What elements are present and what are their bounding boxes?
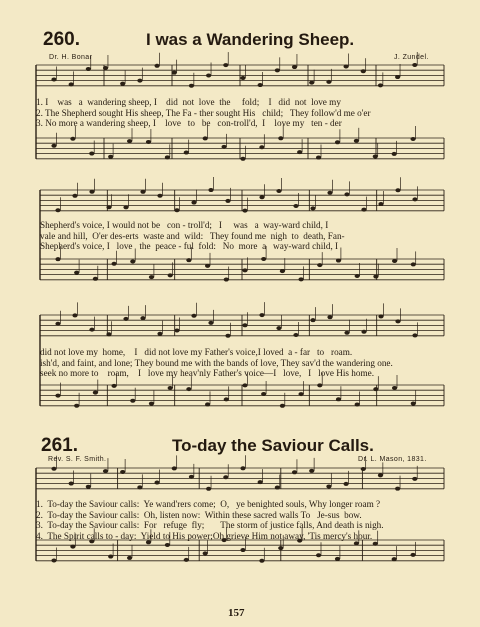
note-head [316, 553, 321, 557]
note-head [108, 555, 113, 559]
lyric-line: seek no more to roam, I love my heav'nly Father's voice—I love, I love His home. [40, 368, 374, 379]
note-head [123, 317, 128, 321]
note-head [51, 144, 56, 148]
lyric-line: Shepherd's voice, I would not be con - troll'd; I was a way-ward child, I [40, 220, 329, 230]
note-head [297, 150, 302, 154]
note-head [259, 559, 264, 563]
note-head [378, 83, 383, 87]
note-head [293, 204, 298, 208]
note-head [411, 553, 416, 557]
note-head [343, 65, 348, 69]
note-head [168, 386, 173, 390]
note-head [146, 140, 151, 144]
note-head [275, 68, 280, 72]
lyric-line: vale and hill, O'er des-erts waste and wild: They found me nigh to death, Fan- [40, 230, 345, 241]
note-head [258, 480, 263, 484]
note-head [205, 402, 210, 406]
note-head [344, 331, 349, 335]
note-head [120, 82, 125, 86]
note-head [74, 271, 79, 275]
note-head [157, 194, 162, 198]
music-credit: Dr. L. Mason, 1831. [358, 456, 427, 463]
note-head [189, 475, 194, 479]
note-head [261, 392, 266, 396]
note-head [149, 402, 154, 406]
note-head [74, 404, 79, 408]
note-head [69, 482, 74, 486]
note-head [224, 278, 229, 282]
note-head [344, 192, 349, 196]
note-head [203, 136, 208, 140]
note-head [106, 332, 111, 336]
note-head [276, 189, 281, 193]
note-head [242, 268, 247, 272]
lyrics-block [40, 220, 345, 252]
note-head [168, 273, 173, 277]
note-head [140, 190, 145, 194]
note-head [127, 556, 132, 560]
note-head [186, 387, 191, 391]
note-head [157, 332, 162, 336]
lyrics-block [36, 97, 371, 129]
note-head [55, 257, 60, 261]
note-head [89, 190, 94, 194]
note-head [203, 551, 208, 555]
note-head [335, 557, 340, 561]
lyric-line: 4. The Spirit calls to - day: Yield to His power;Oh,grieve Him not away, 'Tis mercy's hour. [36, 530, 373, 541]
note-head [326, 484, 331, 488]
note-head [174, 208, 179, 212]
note-head [130, 399, 135, 403]
note-head [412, 197, 417, 201]
words-credit: Rev. S. F. Smith. [48, 456, 107, 463]
note-head [189, 84, 194, 88]
note-head [354, 139, 359, 143]
note-head [137, 485, 142, 489]
note-head [278, 546, 283, 550]
note-head [336, 397, 341, 401]
note-head [242, 209, 247, 213]
note-head [327, 191, 332, 195]
note-head [278, 136, 283, 140]
lyric-line: 1. To-day the Saviour calls: Ye wand'rers come; O, ye benighted souls, Why longer roam ? [36, 499, 381, 509]
note-head [184, 558, 189, 562]
note-head [224, 397, 229, 401]
note-head [395, 319, 400, 323]
note-head [343, 482, 348, 486]
note-head [72, 194, 77, 198]
note-head [373, 387, 378, 391]
note-head [93, 391, 98, 395]
note-head [392, 259, 397, 263]
note-head [316, 156, 321, 160]
note-head [165, 155, 170, 159]
note-head [51, 467, 56, 471]
note-head [412, 63, 417, 67]
note-head [108, 155, 113, 159]
lyrics-block [36, 499, 384, 541]
note-head [55, 322, 60, 326]
note-head [310, 206, 315, 210]
note-head [106, 205, 111, 209]
note-head [378, 473, 383, 477]
note-head [222, 145, 227, 149]
note-head [354, 541, 359, 545]
note-head [412, 477, 417, 481]
note-head [242, 323, 247, 327]
note-head [292, 65, 297, 69]
note-head [70, 545, 75, 549]
note-head [140, 316, 145, 320]
note-head [292, 470, 297, 474]
note-head [378, 202, 383, 206]
note-head [55, 208, 60, 212]
note-head [317, 263, 322, 267]
lyric-line: ish'd, and faint, and lone; They bound me with the bands of love, They sav'd the wandering one. [40, 357, 393, 368]
note-head [309, 469, 314, 473]
lyric-line: 3. No more a wandering sheep, I love to be con-troll'd, I love my ten - der [36, 118, 342, 129]
note-head [51, 558, 56, 562]
lyrics-block [40, 347, 393, 379]
note-head [275, 486, 280, 490]
note-head [191, 314, 196, 318]
note-head [240, 76, 245, 80]
note-head [326, 80, 331, 84]
note-head [86, 485, 91, 489]
note-head [392, 386, 397, 390]
note-head [120, 470, 125, 474]
note-head [395, 188, 400, 192]
note-head [112, 262, 117, 266]
note-head [205, 264, 210, 268]
note-head [299, 277, 304, 281]
note-head [149, 275, 154, 279]
note-head [208, 188, 213, 192]
note-head [172, 466, 177, 470]
note-head [89, 152, 94, 156]
note-head [317, 383, 322, 387]
lyric-line: Shepherd's voice, I love the peace - ful fold: No more a way-ward child, I [40, 241, 339, 252]
note-head [184, 151, 189, 155]
note-head [411, 402, 416, 406]
note-head [355, 274, 360, 278]
note-head [112, 384, 117, 388]
lyric-line: 3. To-day the Saviour calls: For refuge fly; The storm of justice falls, And death is nigh. [36, 520, 384, 531]
note-head [335, 140, 340, 144]
note-head [395, 487, 400, 491]
note-head [261, 257, 266, 261]
note-head [259, 195, 264, 199]
note-head [373, 154, 378, 158]
lyric-line: 1. I was a wandering sheep, I did not love the fold; I did not love my [36, 97, 341, 107]
lyric-line: 2. The Shepherd sought His sheep, The Fa - ther sought His child; They follow'd me o'er [36, 107, 371, 118]
note-head [240, 548, 245, 552]
note-head [93, 277, 98, 281]
hymn-title: To-day the Saviour Calls. [172, 436, 374, 455]
note-head [86, 67, 91, 71]
note-head [395, 75, 400, 79]
music-credit: J. Zundel. [394, 54, 429, 61]
note-head [103, 469, 108, 473]
note-head [70, 137, 75, 141]
note-head [392, 557, 397, 561]
note-head [130, 259, 135, 263]
note-head [89, 328, 94, 332]
note-head [223, 63, 228, 67]
note-head [392, 152, 397, 156]
note-head [154, 64, 159, 68]
note-head [280, 269, 285, 273]
note-head [225, 334, 230, 338]
note-head [206, 73, 211, 77]
note-head [336, 259, 341, 263]
note-head [373, 275, 378, 279]
note-head [309, 81, 314, 85]
note-head [174, 328, 179, 332]
page-number: 157 [228, 607, 245, 619]
note-head [223, 475, 228, 479]
note-head [154, 481, 159, 485]
note-head [361, 69, 366, 73]
note-head [411, 137, 416, 141]
note-head [191, 201, 196, 205]
note-head [127, 139, 132, 143]
note-head [373, 542, 378, 546]
note-head [299, 392, 304, 396]
note-head [259, 313, 264, 317]
note-head [293, 333, 298, 337]
note-head [276, 326, 281, 330]
note-head [123, 205, 128, 209]
note-head [242, 383, 247, 387]
note-head [361, 467, 366, 471]
note-head [378, 314, 383, 318]
note-head [51, 77, 56, 81]
note-head [280, 404, 285, 408]
lyric-line: 2. To-day the Saviour calls: Oh, listen now: Within these sacred walls To Je-sus bow. [36, 509, 362, 520]
note-head [361, 330, 366, 334]
note-head [327, 315, 332, 319]
note-head [165, 543, 170, 547]
note-head [355, 402, 360, 406]
note-head [240, 466, 245, 470]
note-head [186, 258, 191, 262]
note-head [225, 199, 230, 203]
note-head [137, 79, 142, 83]
hymn-number: 261. [41, 435, 78, 456]
note-head [258, 83, 263, 87]
note-head [172, 71, 177, 75]
note-head [411, 262, 416, 266]
note-head [69, 82, 74, 86]
hymn-title: I was a Wandering Sheep. [146, 30, 355, 49]
note-head [103, 66, 108, 70]
note-head [55, 394, 60, 398]
note-head [240, 157, 245, 161]
note-head [310, 318, 315, 322]
lyric-line: did not love my home, I did not love my Father's voice,I loved a - far to roam. [40, 347, 353, 357]
hymn-number: 260. [43, 29, 80, 50]
note-head [208, 321, 213, 325]
words-credit: Dr. H. Bonar [49, 54, 93, 61]
note-head [206, 487, 211, 491]
note-head [259, 145, 264, 149]
note-head [361, 208, 366, 212]
note-head [72, 313, 77, 317]
note-head [412, 333, 417, 337]
